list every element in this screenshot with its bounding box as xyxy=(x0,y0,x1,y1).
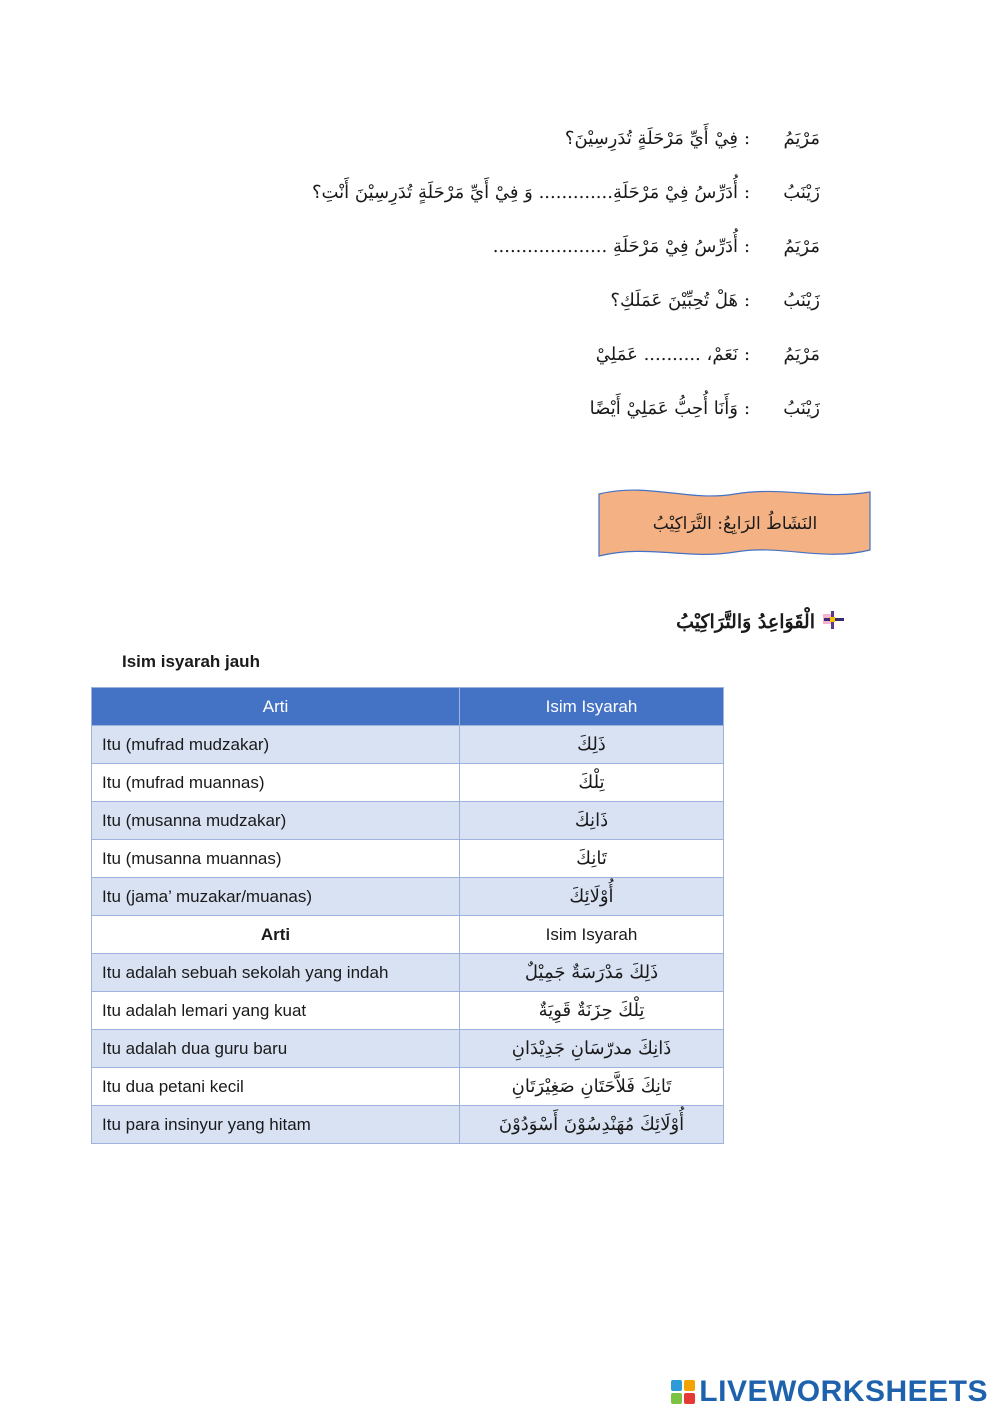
cell-arti: Itu (mufrad mudzakar) xyxy=(92,726,460,764)
dialog-text: أُدَرِّسُ فِيْ مَرْحَلَةِ............. وَ فِيْ أَيِّ مَرْحَلَةٍ تُدَرِسِيْنَ أَنْتِ؟ xyxy=(311,181,738,203)
dialog-speaker: زَيْنَبُ xyxy=(783,397,820,419)
cell-arti: Itu para insinyur yang hitam xyxy=(92,1106,460,1144)
cell-arti: Itu adalah lemari yang kuat xyxy=(92,992,460,1030)
table-row xyxy=(92,802,724,840)
table-row xyxy=(92,954,724,992)
header-arti: Arti xyxy=(92,688,460,726)
plus-icon xyxy=(821,609,845,635)
cell-isyarah: تَانِكَ xyxy=(460,840,724,878)
dialog-line xyxy=(590,388,820,428)
dialog-text: أُدَرِّسُ فِيْ مَرْحَلَةِ .................... xyxy=(492,235,738,257)
cell-arti: Itu adalah sebuah sekolah yang indah xyxy=(92,954,460,992)
dialog-speaker: زَيْنَبُ xyxy=(783,181,820,203)
table-subheader-row xyxy=(92,916,724,954)
table-row xyxy=(92,840,724,878)
cell-arti: Itu dua petani kecil xyxy=(92,1068,460,1106)
logo-text: LIVEWORKSHEETS xyxy=(699,1375,988,1408)
dialog-speaker: مَرْيَمُ xyxy=(783,343,820,365)
logo-tiles-icon xyxy=(671,1380,695,1404)
table-row xyxy=(92,726,724,764)
dialog-text: وَأَنَا أُحِبُّ عَمَلِيْ أَيْضًا xyxy=(589,397,738,419)
dialog-colon: : xyxy=(743,235,751,257)
cell-arti: Itu (jama’ muzakar/muanas) xyxy=(92,878,460,916)
cell-isyarah: تِلْكَ حِزَنَةٌ قَوِيَةٌ xyxy=(460,992,724,1030)
subheader-arti: Arti xyxy=(92,916,460,954)
cell-isyarah: أُوْلَائِكَ مُهَنْدِسُوْنَ أَسْوَدُوْنَ xyxy=(460,1106,724,1144)
dialog-line xyxy=(610,280,820,320)
dialog-text: نَعَمْ، .......... عَمَلِيْ xyxy=(595,343,738,365)
liveworksheets-logo[interactable] xyxy=(671,1372,988,1412)
table-row xyxy=(92,878,724,916)
table-row xyxy=(92,764,724,802)
dialog-colon: : xyxy=(743,181,751,203)
dialog-colon: : xyxy=(743,289,751,311)
table-header-row xyxy=(92,688,724,726)
section-heading xyxy=(676,604,845,640)
dialog-colon: : xyxy=(743,127,751,149)
cell-isyarah: ذَلِكَ xyxy=(460,726,724,764)
section-heading-text: الْقَوَاعِدُ وَالتَّرَاكِيْبُ xyxy=(676,611,815,633)
cell-arti: Itu (mufrad muannas) xyxy=(92,764,460,802)
dialog-colon: : xyxy=(743,343,751,365)
cell-isyarah: ذَانِكَ مدرّسَانِ جَدِيْدَانِ xyxy=(460,1030,724,1068)
dialog-speaker: مَرْيَمُ xyxy=(783,235,820,257)
cell-arti: Itu (musanna muannas) xyxy=(92,840,460,878)
cell-isyarah: ذَلِكَ مَدْرَسَةٌ جَمِيْلٌ xyxy=(460,954,724,992)
isim-isyarah-table xyxy=(91,687,724,1144)
dialog-speaker: مَرْيَمُ xyxy=(783,127,820,149)
table-row xyxy=(92,992,724,1030)
subheader-isim-isyarah: Isim Isyarah xyxy=(460,916,724,954)
activity-banner xyxy=(598,488,872,560)
cell-isyarah: ذَانِكَ xyxy=(460,802,724,840)
dialog-line xyxy=(493,226,820,266)
table-row xyxy=(92,1030,724,1068)
activity-title: النَشَاطُ الرَابِعُ: التَّرَاكِيْبُ xyxy=(652,514,818,534)
dialog-line xyxy=(596,334,820,374)
table-row xyxy=(92,1106,724,1144)
cell-arti: Itu (musanna mudzakar) xyxy=(92,802,460,840)
dialog-text: فِيْ أَيِّ مَرْحَلَةٍ تُدَرِسِيْنَ؟ xyxy=(564,127,738,149)
cell-isyarah: أُوْلَائِكَ xyxy=(460,878,724,916)
dialog-line xyxy=(312,172,820,212)
cell-isyarah: تَانِكَ فَلاَّحَتَانِ صَغِيْرَتَانِ xyxy=(460,1068,724,1106)
dialog-colon: : xyxy=(743,397,751,419)
dialog-text: هَلْ تُحِبِّيْنَ عَمَلَكِ؟ xyxy=(610,289,738,311)
dialog-speaker: زَيْنَبُ xyxy=(783,289,820,311)
table-subtitle: Isim isyarah jauh xyxy=(122,652,260,671)
dialog-line xyxy=(565,118,820,158)
cell-arti: Itu adalah dua guru baru xyxy=(92,1030,460,1068)
cell-isyarah: تِلْكَ xyxy=(460,764,724,802)
header-isim-isyarah: Isim Isyarah xyxy=(460,688,724,726)
table-row xyxy=(92,1068,724,1106)
